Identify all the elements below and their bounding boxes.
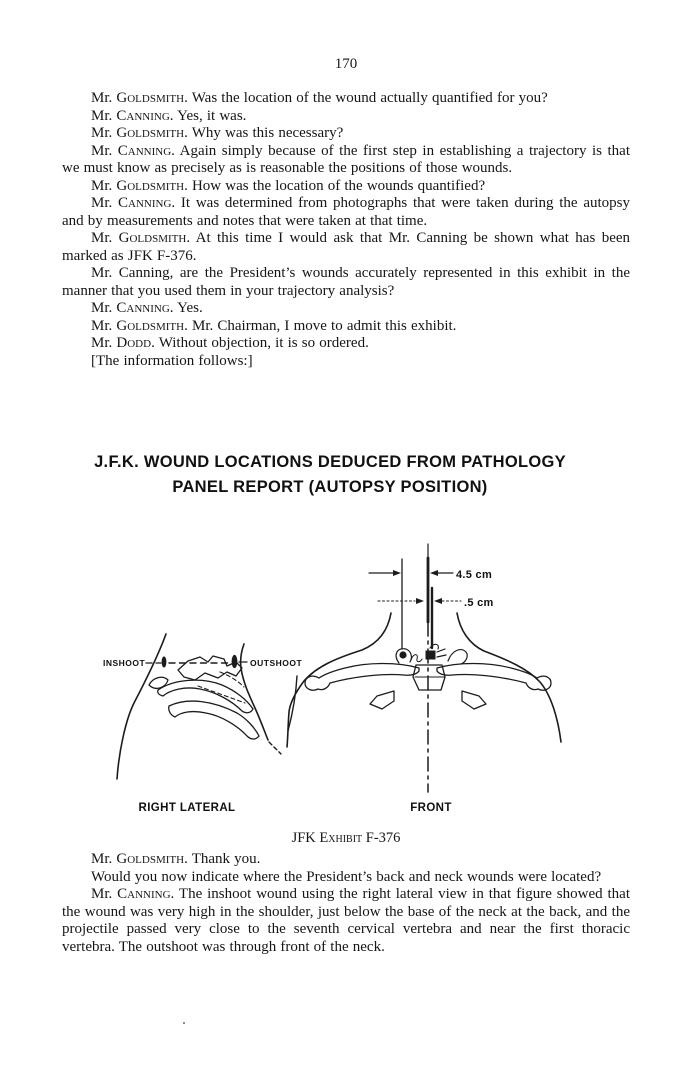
left-clavicle-bone <box>305 664 419 691</box>
speech-text: Mr. Canning, are the President’s wounds accurately represented in this exhibit in the manner that you used them in your trajectory analysis? <box>62 265 630 299</box>
speaker-prefix: Mr. <box>91 300 117 316</box>
measure-bottom-arrow-left-icon <box>434 598 442 604</box>
speech-text: . At this time I would ask that Mr. Canning be shown what has been marked as JFK F-376. <box>62 230 631 264</box>
right-scapula-bone <box>462 691 486 709</box>
speech-text: [The information follows:] <box>91 352 253 369</box>
lateral-rib-bone-lower <box>169 701 259 739</box>
exhibit-heading <box>35 450 625 500</box>
transcript-paragraph <box>62 265 630 300</box>
right-lateral-label: RIGHT LATERAL <box>138 802 236 814</box>
speaker-prefix: Mr. <box>91 851 117 867</box>
measure-top-arrow-right-icon <box>393 570 401 576</box>
speech-text: Would you now indicate where the President’s back and neck wounds were located? <box>91 868 602 885</box>
front-outshoot-square-marker <box>426 651 436 660</box>
speech-text: . Thank you. <box>184 851 261 867</box>
speaker-prefix: Mr. <box>91 177 117 194</box>
front-left-neck-contour <box>287 613 391 747</box>
measure-bottom-arrow-right-icon <box>416 598 424 604</box>
speaker-prefix: Mr. <box>91 125 117 141</box>
lateral-spinous-process <box>149 677 168 688</box>
caption-pre: JFK <box>291 830 320 846</box>
measure-top-arrow-left-icon <box>430 570 438 576</box>
speaker-prefix: Mr. <box>91 107 117 124</box>
exhibit-heading-line2: PANEL REPORT (AUTOPSY POSITION) <box>172 478 488 496</box>
transcript-paragraph <box>62 125 630 143</box>
speaker-prefix: Mr. <box>91 90 117 106</box>
speech-text: . Again simply because of the first step in establishing a trajectory is that we must know as precisely as is reasonable the positions of those wounds. <box>62 142 630 176</box>
speaker-name: Goldsmith <box>116 177 185 194</box>
transcript-bottom <box>62 851 630 956</box>
transcript-paragraph <box>62 178 630 196</box>
speaker-prefix: Mr. <box>91 886 118 902</box>
speaker-prefix: Mr. <box>91 230 119 246</box>
lateral-back-contour <box>117 634 166 779</box>
transcript-paragraph <box>62 300 630 318</box>
transcript-paragraph <box>62 318 630 336</box>
front-inshoot-dot-marker <box>399 651 406 658</box>
caption-post: F-376 <box>362 830 401 846</box>
speaker-prefix: Mr. <box>91 195 119 211</box>
speaker-name: Canning <box>116 107 170 124</box>
exhibit-caption <box>62 830 630 847</box>
speech-text: . Was the location of the wound actually quantified for you? <box>184 90 548 106</box>
speech-text: . It was determined from photographs that were taken during the autopsy and by measurements and notes that were taken at that time. <box>62 195 630 229</box>
exhibit-diagram <box>60 530 640 820</box>
speaker-name: Goldsmith <box>116 125 185 141</box>
between-wounds-squiggle <box>411 655 422 662</box>
speaker-name: Canning <box>117 142 172 159</box>
transcript-paragraph <box>62 851 630 869</box>
speaker-name: Dodd <box>116 335 152 351</box>
speaker-prefix: Mr. <box>91 335 117 351</box>
speaker-name: Goldsmith <box>118 230 187 246</box>
transcript-paragraph <box>62 353 630 371</box>
speech-text: . Mr. Chairman, I move to admit this exhibit. <box>184 317 457 334</box>
transcript-paragraph <box>62 143 630 178</box>
outshoot-wound-marker <box>232 655 238 668</box>
transcript-paragraph <box>62 335 630 353</box>
transcript-paragraph <box>62 108 630 126</box>
outshoot-tick-marks <box>437 649 446 657</box>
inshoot-label: INSHOOT <box>103 658 146 668</box>
outshoot-label: OUTSHOOT <box>250 658 303 668</box>
transcript-paragraph <box>62 230 630 265</box>
speech-text: . Without objection, it is so ordered. <box>151 335 369 351</box>
transcript-paragraph <box>62 90 630 108</box>
transcript-paragraph <box>62 886 630 956</box>
right-lateral-view <box>103 634 302 814</box>
speech-text: . Why was this necessary? <box>184 125 344 141</box>
caption-smallcaps: Exhibit <box>319 830 363 846</box>
left-scapula-bone <box>370 691 394 709</box>
lateral-rib-bone-upper <box>158 680 253 713</box>
exhibit-heading-line1: J.F.K. WOUND LOCATIONS DEDUCED FROM PATHOLOGY <box>94 453 566 471</box>
right-transverse-process <box>448 650 467 664</box>
page-number: 170 <box>334 56 358 72</box>
speaker-name: Goldsmith <box>116 851 185 867</box>
speaker-name: Canning <box>116 300 170 316</box>
inshoot-wound-marker <box>162 656 167 667</box>
speaker-name: Goldsmith <box>116 317 185 334</box>
speaker-name: Canning <box>117 886 171 902</box>
speech-text: . Yes, it was. <box>169 107 247 124</box>
front-label: FRONT <box>410 802 452 814</box>
measure-top-label: 4.5 cm <box>456 569 493 581</box>
speaker-name: Goldsmith <box>116 90 185 106</box>
right-clavicle-bone <box>437 664 551 691</box>
speaker-name: Canning <box>118 195 172 211</box>
speech-text: . The inshoot wound using the right lateral view in that figure showed that the wound was very high in the shoulder, just below the base of the neck at the back, and the projectile passed very close to the seventh cervical vertebra and near the first thoracic vertebra. The outshoot was through front of the neck. <box>62 886 631 955</box>
speaker-prefix: Mr. <box>91 142 118 159</box>
speech-text: . Yes. <box>169 300 203 316</box>
measure-bottom-label: .5 cm <box>464 597 494 609</box>
front-view <box>287 544 561 814</box>
scan-speck <box>183 1022 185 1024</box>
lateral-throat-dashed-tail <box>269 742 281 754</box>
front-right-neck-contour <box>457 613 561 742</box>
transcript-paragraph <box>62 869 630 887</box>
transcript-paragraph <box>62 195 630 230</box>
speech-text: . How was the location of the wounds quantified? <box>184 177 486 194</box>
transcript-top <box>62 90 630 370</box>
speaker-prefix: Mr. <box>91 317 117 334</box>
lateral-chest-front-contour <box>288 676 297 731</box>
